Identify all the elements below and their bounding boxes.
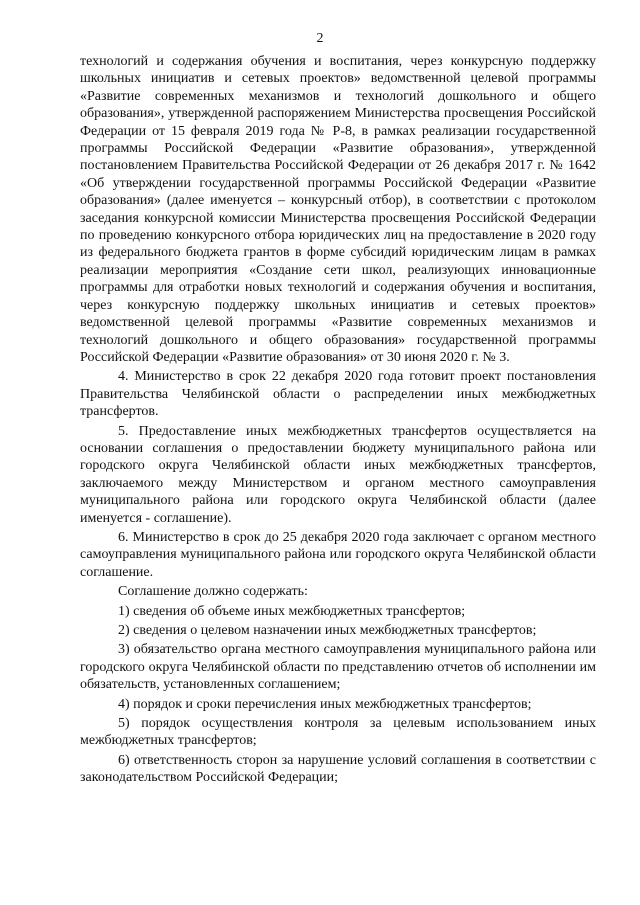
agreement-clause-5: 5) порядок осуществления контроля за целевым использованием иных межбюджетных трансфертов; — [80, 716, 596, 749]
agreement-clause-6: 6) ответственность сторон за нарушение условий соглашения в соответствии с законодательством Российской Федерации; — [80, 752, 596, 786]
agreement-clause-2: 2) сведения о целевом назначении иных межбюджетных трансфертов; — [118, 623, 537, 638]
agreement-clause-1: 1) сведения об объеме иных межбюджетных трансфертов; — [118, 603, 466, 619]
document-body — [80, 53, 596, 789]
paragraph-continuation: технологий и содержания обучения и воспитания, через конкурсную поддержку школьных инициатив и сетевых проектов» ведомственной целевой программы «Развитие современных механизмов и технологий дошкольного и общего образования», утвержденной распоряжением Министерства просвещения Российской Федерации от 15 февраля 2019 года № Р-8, в рамках реализации государственной программы Российской Федерации «Развитие образования», утвержденной постановлением Правительства Российской Федерации от 26 декабря 2017 г. № 1642 «Об утверждении государственной программы Российской Федерации «Развитие образования» (далее именуется – конкурсный отбор), в соответствии с протоколом заседания конкурсной комиссии Министерства просвещения Российской Федерации по проведению конкурсного отбора юридических лиц на предоставление в 2020 году из федерального бюджета грантов в форме субсидий юридическим лицам в рамках реализации мероприятия «Создание сети школ, реализующих инновационные программы для отработки новых технологий и содержания обучения и воспитания, через конкурсную поддержку школьных инициатив и сетевых проектов» ведомственной целевой программы «Развитие современных механизмов и технологий дошкольного и общего образования» государственной программы Российской Федерации «Развитие образования» от 30 июня 2020 г. № 3. — [80, 54, 596, 365]
agreement-clause-3: 3) обязательство органа местного самоуправления муниципального района или городского округа Челябинской области по представлению отчетов об исполнении им обязательств, установленных соглашением; — [80, 642, 596, 693]
agreement-clause-4: 4) порядок и сроки перечисления иных межбюджетных трансфертов; — [118, 696, 532, 712]
page-number: 2 — [316, 31, 324, 46]
paragraph-item-6: 6. Министерство в срок до 25 декабря 2020 года заключает с органом местного самоуправления муниципального района или городского округа Челябинской области соглашение. — [80, 529, 596, 580]
paragraph-item-4: 4. Министерство в срок 22 декабря 2020 года готовит проект постановления Правительства Челябинской области о распределении иных межбюджетных трансфертов. — [80, 369, 596, 420]
paragraph-item-5: 5. Предоставление иных межбюджетных трансфертов осуществляется на основании соглашения о предоставлении бюджету муниципального района или городского округа Челябинской области иных межбюджетных трансфертов, заключаемого между Министерством и органом местного самоуправления муниципального района или городского округа Челябинской области (далее именуется - соглашение). — [80, 423, 596, 526]
agreement-contents-heading: Соглашение должно содержать: — [118, 584, 308, 600]
